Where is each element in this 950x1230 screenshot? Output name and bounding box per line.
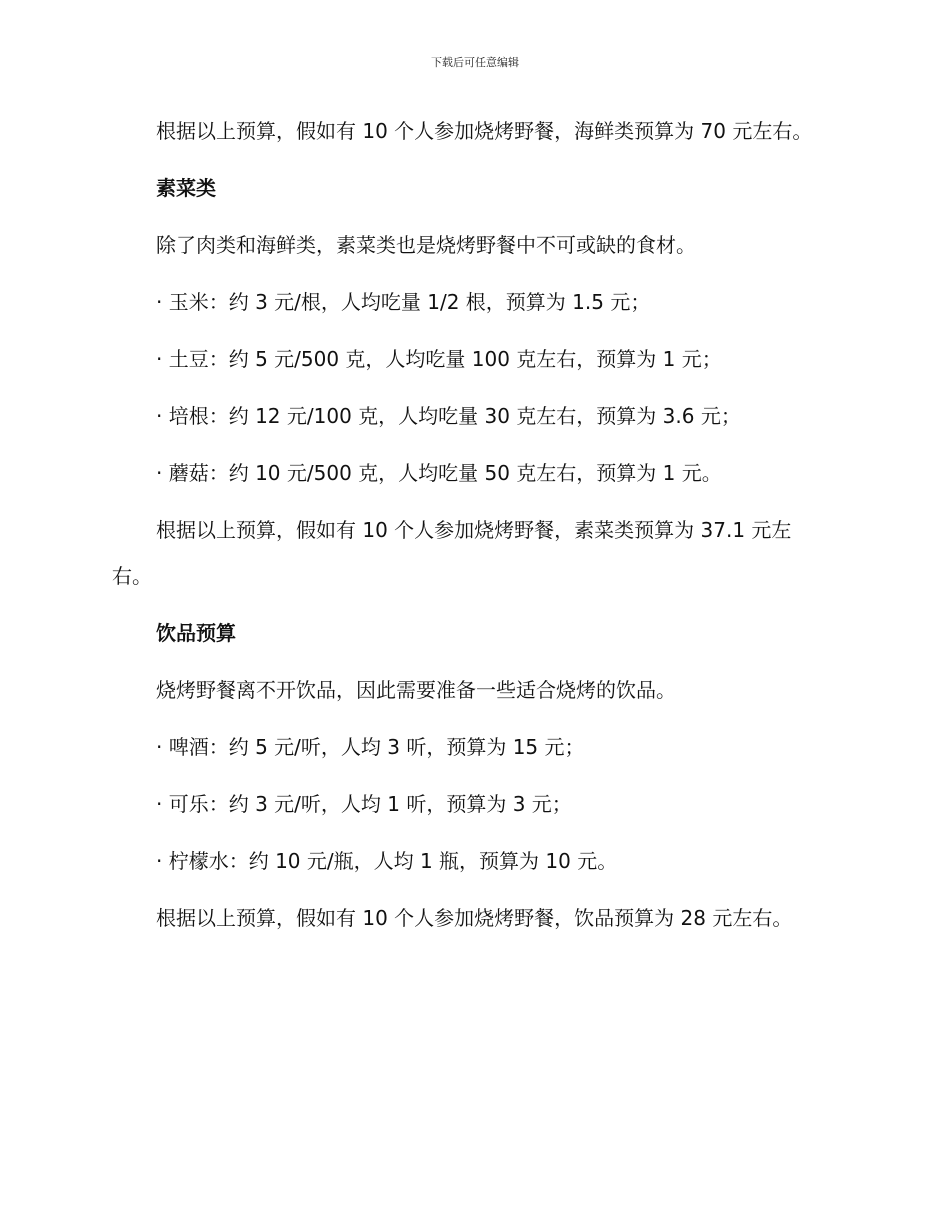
vegetables-summary: 根据以上预算，假如有 10 个人参加烧烤野餐，素菜类预算为 37.1 元左右。 <box>112 518 792 588</box>
drinks-summary: 根据以上预算，假如有 10 个人参加烧烤野餐，饮品预算为 28 元左右。 <box>156 906 793 930</box>
seafood-summary: 根据以上预算，假如有 10 个人参加烧烤野餐，海鲜类预算为 70 元左右。 <box>156 119 813 143</box>
list-item-mushroom: · 蘑菇：约 10 元/500 克，人均吃量 50 克左右，预算为 1 元。 <box>156 461 722 485</box>
document-body <box>112 108 828 952</box>
list-item-bacon: · 培根：约 12 元/100 克，人均吃量 30 克左右，预算为 3.6 元； <box>156 404 741 428</box>
list-item-potato: · 土豆：约 5 元/500 克，人均吃量 100 克左右，预算为 1 元； <box>156 347 722 371</box>
list-item-cola: · 可乐：约 3 元/听，人均 1 听，预算为 3 元； <box>156 792 572 816</box>
drinks-intro: 烧烤野餐离不开饮品，因此需要准备一些适合烧烤的饮品。 <box>156 678 676 702</box>
drinks-heading: 饮品预算 <box>156 621 236 645</box>
list-item-beer: · 啤酒：约 5 元/听，人均 3 听，预算为 15 元； <box>156 735 585 759</box>
list-item-lemonade: · 柠檬水：约 10 元/瓶，人均 1 瓶，预算为 10 元。 <box>156 849 618 873</box>
vegetables-intro: 除了肉类和海鲜类，素菜类也是烧烤野餐中不可或缺的食材。 <box>156 233 696 257</box>
list-item-corn: · 玉米：约 3 元/根，人均吃量 1/2 根，预算为 1.5 元； <box>156 290 651 314</box>
vegetables-heading: 素菜类 <box>156 176 216 200</box>
page-header: 下载后可任意编辑 <box>431 56 519 69</box>
